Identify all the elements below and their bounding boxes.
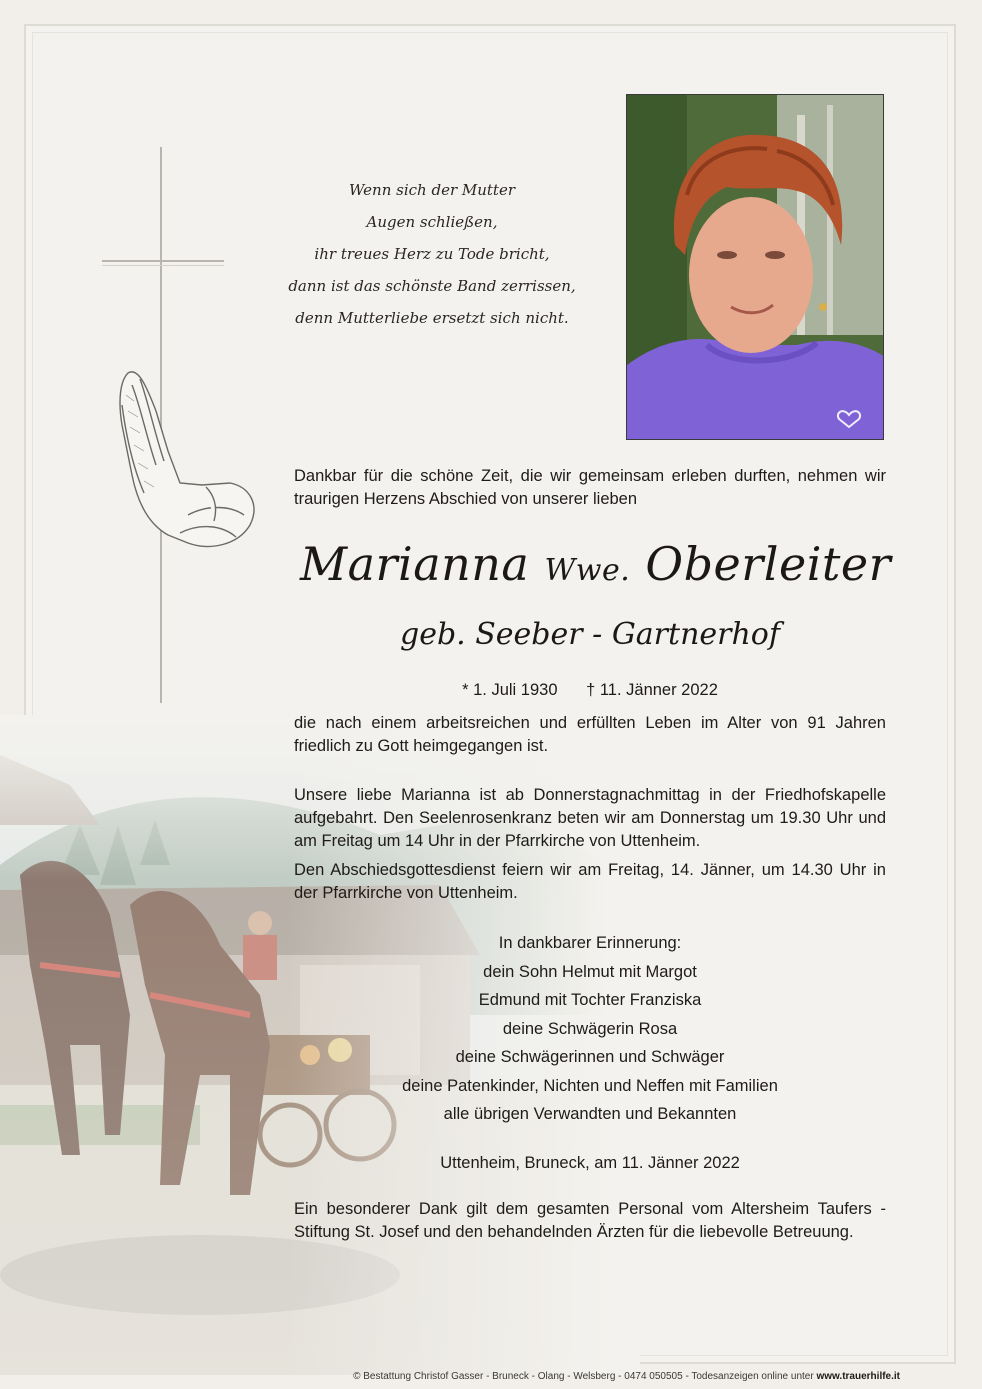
poem-line: Wenn sich der Mutter — [348, 181, 516, 199]
funeral-mass-text: Den Abschiedsgottesdienst feiern wir am Freitag, 14. Jänner, um 14.30 Uhr in der Pfarrkirche von Uttenheim. — [294, 861, 886, 902]
deceased-name — [300, 534, 892, 601]
cross-bar — [102, 260, 224, 262]
widow-title: Wwe. — [544, 553, 631, 588]
cross-bar-shadow — [102, 265, 224, 266]
family-member: alle übrigen Verwandten und Bekannten — [443, 1105, 737, 1123]
death-date: † 11. Jänner 2022 — [586, 681, 718, 699]
family-member: deine Schwägerin Rosa — [502, 1019, 678, 1038]
first-name: Marianna — [300, 537, 530, 591]
footer — [300, 1370, 900, 1384]
poem-line: dann ist das schönste Band zerrissen, — [288, 277, 576, 295]
family-heading: In dankbarer Erinnerung: — [498, 934, 682, 952]
footer-link[interactable]: www.trauerhilfe.it — [816, 1371, 900, 1382]
family-list — [294, 929, 886, 1129]
praying-hands-icon — [110, 365, 258, 553]
wake-text: Unsere liebe Marianna ist ab Donnerstagnachmittag in der Friedhofskapelle aufgebahrt. Den Seelenrosenkranz beten wir am Donnerstag um 19.30 Uhr und am Freitag um 14 Uhr in der Pfarrkirche von Uttenheim. — [294, 786, 886, 850]
poem-line: denn Mutterliebe ersetzt sich nicht. — [295, 309, 569, 327]
intro-text: Dankbar für die schöne Zeit, die wir gemeinsam erleben durften, nehmen wir traurigen Herzens Abschied von unserer lieben — [294, 467, 886, 508]
portrait-photo — [626, 94, 884, 440]
life-text: die nach einem arbeitsreichen und erfüllten Leben im Alter von 91 Jahren friedlich zu Gott heimgegangen ist. — [294, 714, 886, 755]
birth-name: geb. Seeber - Gartnerhof — [400, 617, 780, 652]
thanks-text: Ein besonderer Dank gilt dem gesamten Personal vom Altersheim Taufers - Stiftung St. Josef und den behandelnden Ärzten für die liebevolle Betreuung. — [294, 1200, 886, 1241]
family-member: deine Schwägerinnen und Schwäger — [455, 1048, 725, 1066]
birth-date: * 1. Juli 1930 — [462, 681, 558, 699]
family-member: deine Patenkinder, Nichten und Neffen mit Familien — [402, 1076, 778, 1095]
place-date: Uttenheim, Bruneck, am 11. Jänner 2022 — [440, 1154, 740, 1172]
poem-line: Augen schließen, — [366, 213, 498, 231]
family-member: dein Sohn Helmut mit Margot — [483, 962, 697, 981]
footer-text: © Bestattung Christof Gasser - Bruneck - Olang - Welsberg - 0474 050505 - Todesanzeigen online unter — [353, 1371, 814, 1382]
family-member: Edmund mit Tochter Franziska — [478, 991, 702, 1009]
life-dates — [300, 679, 880, 701]
memorial-poem — [262, 174, 602, 334]
last-name: Oberleiter — [645, 537, 892, 591]
poem-line: ihr treues Herz zu Tode bricht, — [314, 245, 550, 263]
